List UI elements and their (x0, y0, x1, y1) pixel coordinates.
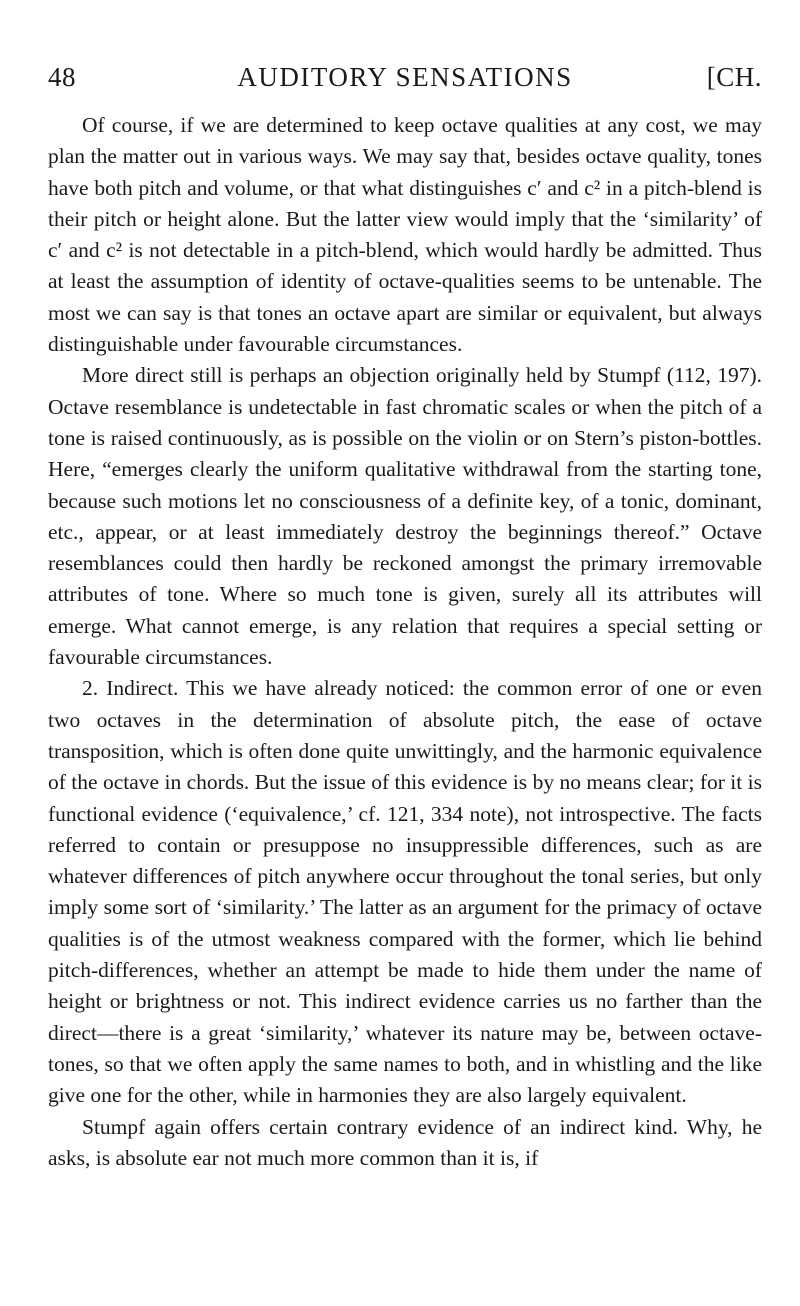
paragraph-2: More direct still is perhaps an objection originally held by Stumpf (112, 197). Octave resemblance is undetectable in fast chromatic scales or when the pitch of a tone is raised continuously, as is possible on the violin or on Stern’s piston-bottles. Here, “emerges clearly the uniform qualitative withdrawal from the starting tone, because such motions let no consciousness of a definite key, of a tonic, dominant, etc., appear, or at least immediately destroy the beginnings thereof.” Octave resemblances could then hardly be reckoned amongst the primary irremovable attributes of tone. Where so much tone is given, surely all its attributes will emerge. What cannot emerge, is any relation that requires a special setting or favourable circumstances. (48, 363, 762, 670)
running-header (48, 62, 762, 96)
chapter-reference: [CH. (706, 62, 762, 92)
paragraph-4: Stumpf again offers certain contrary evidence of an indirect kind. Why, he asks, is absolute ear not much more common than it is, if (48, 1114, 762, 1170)
body-text (48, 110, 762, 1174)
paragraph-1: Of course, if we are determined to keep octave qualities at any cost, we may plan the matter out in various ways. We may say that, besides octave quality, tones have both pitch and volume, or that what distinguishes c′ and c² in a pitch-blend is their pitch or height alone. But the latter view would imply that the ‘similarity’ of c′ and c² is not detectable in a pitch-blend, which would hardly be admitted. Thus at least the assumption of identity of octave-qualities seems to be untenable. The most we can say is that tones an octave apart are similar or equivalent, but always distinguishable under favourable circumstances. (48, 113, 762, 357)
running-title: AUDITORY SENSATIONS (237, 62, 573, 92)
paragraph-3: 2. Indirect. This we have already noticed: the common error of one or even two octaves in the determination of absolute pitch, the ease of octave transposition, which is often done quite unwittingly, and the harmonic equivalence of the octave in chords. But the issue of this evidence is by no means clear; for it is functional evidence (‘equivalence,’ cf. 121, 334 note), not introspective. The facts referred to contain or presuppose no insuppressible differences, such as are whatever differences of pitch anywhere occur throughout the tonal series, but only imply some sort of ‘similarity.’ The latter as an argument for the primacy of octave qualities is of the utmost weakness compared with the former, which lie behind pitch-differences, whether an attempt be made to hide them under the name of height or brightness or not. This indirect evidence carries us no farther than the direct—there is a great ‘similarity,’ whatever its nature may be, between octave-tones, so that we often apply the same names to both, and in whistling and the like give one for the other, while in harmonies they are also largely equivalent. (48, 676, 762, 1108)
page-number: 48 (48, 62, 76, 92)
